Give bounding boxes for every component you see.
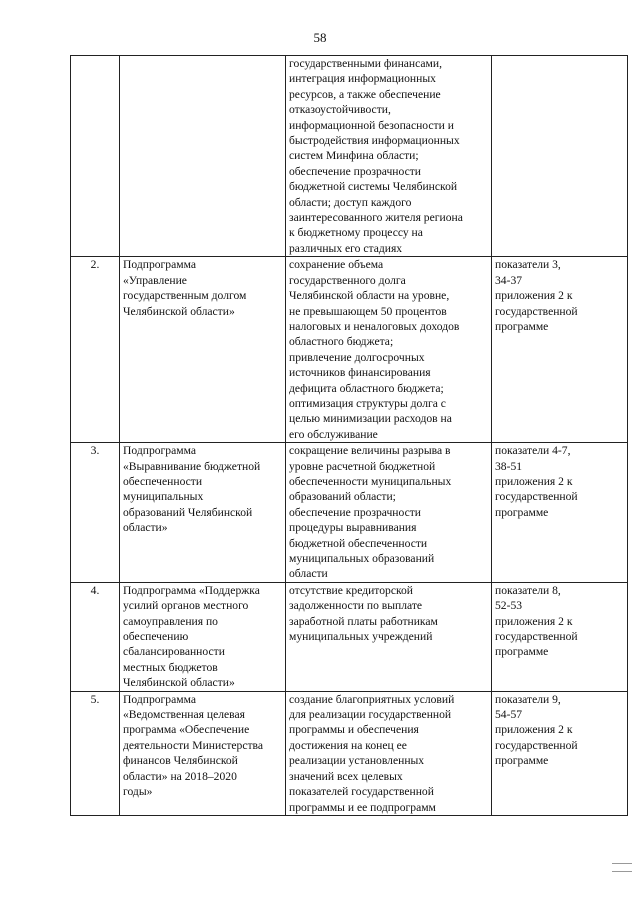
goals-cell-line: обеспеченности муниципальных [289, 474, 452, 488]
goals-cell-line: ресурсов, а также обеспечение [289, 87, 441, 101]
goals-cell-line: показателей государственной [289, 785, 434, 799]
goals-cell-line: отказоустойчивости, [289, 103, 391, 117]
indicators-cell-line: 38-51 [495, 459, 523, 473]
table-row [71, 56, 628, 257]
goals-cell-line: областного бюджета; [289, 335, 394, 349]
goals-cell-line: образований области; [289, 490, 396, 504]
goals-cell-line: целью минимизации расходов на [289, 412, 452, 426]
goals-cell-line: задолженности по выплате [289, 599, 423, 613]
goals-cell [286, 582, 492, 691]
indicators-cell [492, 691, 628, 815]
goals-cell-line: процедуры выравнивания [289, 521, 417, 535]
goals-cell [286, 691, 492, 815]
goals-cell-line: муниципальных учреждений [289, 630, 433, 644]
indicators-cell-line: приложения 2 к [495, 289, 573, 303]
program-table [70, 55, 628, 816]
subprogram-name-cell-line: муниципальных [123, 490, 204, 504]
indicators-cell [492, 257, 628, 443]
table-row [71, 691, 628, 815]
goals-cell-line: оптимизация структуры долга с [289, 396, 446, 410]
indicators-cell-line: 52-53 [495, 599, 523, 613]
subprogram-name-cell-line: Подпрограмма [123, 258, 196, 272]
indicators-cell-line: государственной [495, 304, 578, 318]
goals-cell [286, 56, 492, 257]
subprogram-name-cell-line: «Ведомственная целевая [123, 708, 245, 722]
goals-cell-line: муниципальных образований [289, 552, 435, 565]
indicators-cell-line: 34-37 [495, 273, 523, 287]
goals-cell-line: отсутствие кредиторской [289, 583, 414, 597]
subprogram-name-cell-line: сбалансированности [123, 645, 225, 659]
subprogram-name-cell-line: области» [123, 521, 168, 535]
indicators-cell-line: приложения 2 к [495, 614, 573, 628]
subprogram-name-cell-line: Подпрограмма [123, 444, 196, 458]
indicators-cell [492, 443, 628, 583]
subprogram-name-cell-line: «Управление [123, 273, 187, 287]
indicators-cell-line: программе [495, 645, 549, 659]
goals-cell-line: бюджетной системы Челябинской [289, 180, 458, 194]
row-number-cell: 2. [71, 257, 120, 443]
indicators-cell-line: показатели 4-7, [495, 444, 571, 458]
subprogram-name-cell-line: «Выравнивание бюджетной [123, 459, 261, 473]
page-number: 58 [313, 30, 327, 45]
subprogram-name-cell-line: усилий органов местного [123, 599, 249, 613]
goals-cell-line: источников финансирования [289, 366, 431, 380]
indicators-cell-line: показатели 9, [495, 692, 561, 706]
subprogram-name-cell-line: области» на 2018–2020 [123, 769, 237, 783]
goals-cell-line: его обслуживание [289, 427, 378, 441]
indicators-cell [492, 582, 628, 691]
subprogram-name-cell-line: Подпрограмма «Поддержка [123, 583, 260, 597]
goals-cell-line: реализации установленных [289, 754, 425, 768]
row-number-cell: 5. [71, 691, 120, 815]
goals-cell-line: интеграция информационных [289, 72, 436, 86]
indicators-cell-line: приложения 2 к [495, 723, 573, 737]
indicators-cell-line: 54-57 [495, 708, 523, 722]
goals-cell-line: сохранение объема [289, 258, 384, 272]
goals-cell-line: к бюджетному процессу на [289, 226, 423, 240]
indicators-cell-line: показатели 3, [495, 258, 561, 272]
goals-cell-line: заработной платы работникам [289, 614, 438, 628]
subprogram-name-cell [120, 582, 286, 691]
goals-cell-line: обеспечение прозрачности [289, 505, 422, 519]
row-number-cell: 3. [71, 443, 120, 583]
subprogram-name-cell-line: образований Челябинской [123, 505, 253, 519]
indicators-cell [492, 56, 628, 257]
row-number-cell: 4. [71, 582, 120, 691]
goals-cell-line: обеспечение прозрачности [289, 164, 422, 178]
goals-cell-line: бюджетной обеспеченности [289, 536, 428, 550]
subprogram-name-cell [120, 257, 286, 443]
subprogram-name-cell-line: обеспеченности [123, 474, 203, 488]
scan-edge-marks [612, 856, 632, 886]
goals-cell-line: области; доступ каждого [289, 195, 412, 209]
goals-cell-line: создание благоприятных условий [289, 692, 455, 706]
indicators-cell-line: государственной [495, 630, 578, 644]
subprogram-name-cell-line: самоуправления по [123, 614, 218, 628]
goals-cell-line: Челябинской области на уровне, [289, 289, 450, 303]
subprogram-name-cell-line: Подпрограмма [123, 692, 196, 706]
subprogram-name-cell [120, 56, 286, 257]
table-row [71, 582, 628, 691]
goals-cell-line: привлечение долгосрочных [289, 350, 425, 364]
subprogram-name-cell-line: финансов Челябинской [123, 754, 238, 768]
goals-cell [286, 257, 492, 443]
indicators-cell-line: программе [495, 754, 549, 768]
goals-cell-line: не превышающем 50 процентов [289, 304, 447, 318]
indicators-cell-line: государственной [495, 738, 578, 752]
subprogram-name-cell-line: годы» [123, 785, 153, 799]
goals-cell-line: государственными финансами, [289, 57, 442, 70]
goals-cell-line: области [289, 567, 328, 581]
indicators-cell-line: показатели 8, [495, 583, 561, 597]
goals-cell-line: уровне расчетной бюджетной [289, 459, 436, 473]
row-number-cell [71, 56, 120, 257]
subprogram-name-cell-line: программа «Обеспечение [123, 723, 250, 737]
subprogram-name-cell-line: деятельности Министерства [123, 738, 264, 752]
table-row [71, 443, 628, 583]
goals-cell-line: сокращение величины разрыва в [289, 444, 451, 458]
indicators-cell-line: программе [495, 319, 549, 333]
subprogram-name-cell-line: местных бюджетов [123, 660, 218, 674]
indicators-cell-line: государственной [495, 490, 578, 504]
goals-cell [286, 443, 492, 583]
table-row [71, 257, 628, 443]
subprogram-name-cell [120, 443, 286, 583]
goals-cell-line: налоговых и неналоговых доходов [289, 319, 460, 333]
table-body [71, 56, 628, 816]
goals-cell-line: для реализации государственной [289, 708, 452, 722]
subprogram-name-cell-line: Челябинской области» [123, 304, 235, 318]
goals-cell-line: достижения на конец ее [289, 738, 407, 752]
goals-cell-line: значений всех целевых [289, 769, 403, 783]
subprogram-name-cell [120, 691, 286, 815]
goals-cell-line: государственного долга [289, 273, 406, 287]
goals-cell-line: различных его стадиях [289, 241, 403, 255]
goals-cell-line: заинтересованного жителя региона [289, 211, 463, 225]
indicators-cell-line: приложения 2 к [495, 474, 573, 488]
indicators-cell-line: программе [495, 505, 549, 519]
goals-cell-line: информационной безопасности и [289, 118, 454, 132]
goals-cell-line: дефицита областного бюджета; [289, 381, 444, 395]
goals-cell-line: программы и обеспечения [289, 723, 419, 737]
goals-cell-line: быстродействия информационных [289, 134, 460, 148]
goals-cell-line: систем Минфина области; [289, 149, 419, 163]
subprogram-name-cell-line: государственным долгом [123, 289, 247, 303]
subprogram-name-cell-line: Челябинской области» [123, 676, 235, 690]
subprogram-name-cell-line: обеспечению [123, 630, 189, 644]
scan-mark [612, 871, 632, 872]
goals-cell-line: программы и ее подпрограмм [289, 800, 436, 814]
scan-mark [612, 863, 632, 864]
